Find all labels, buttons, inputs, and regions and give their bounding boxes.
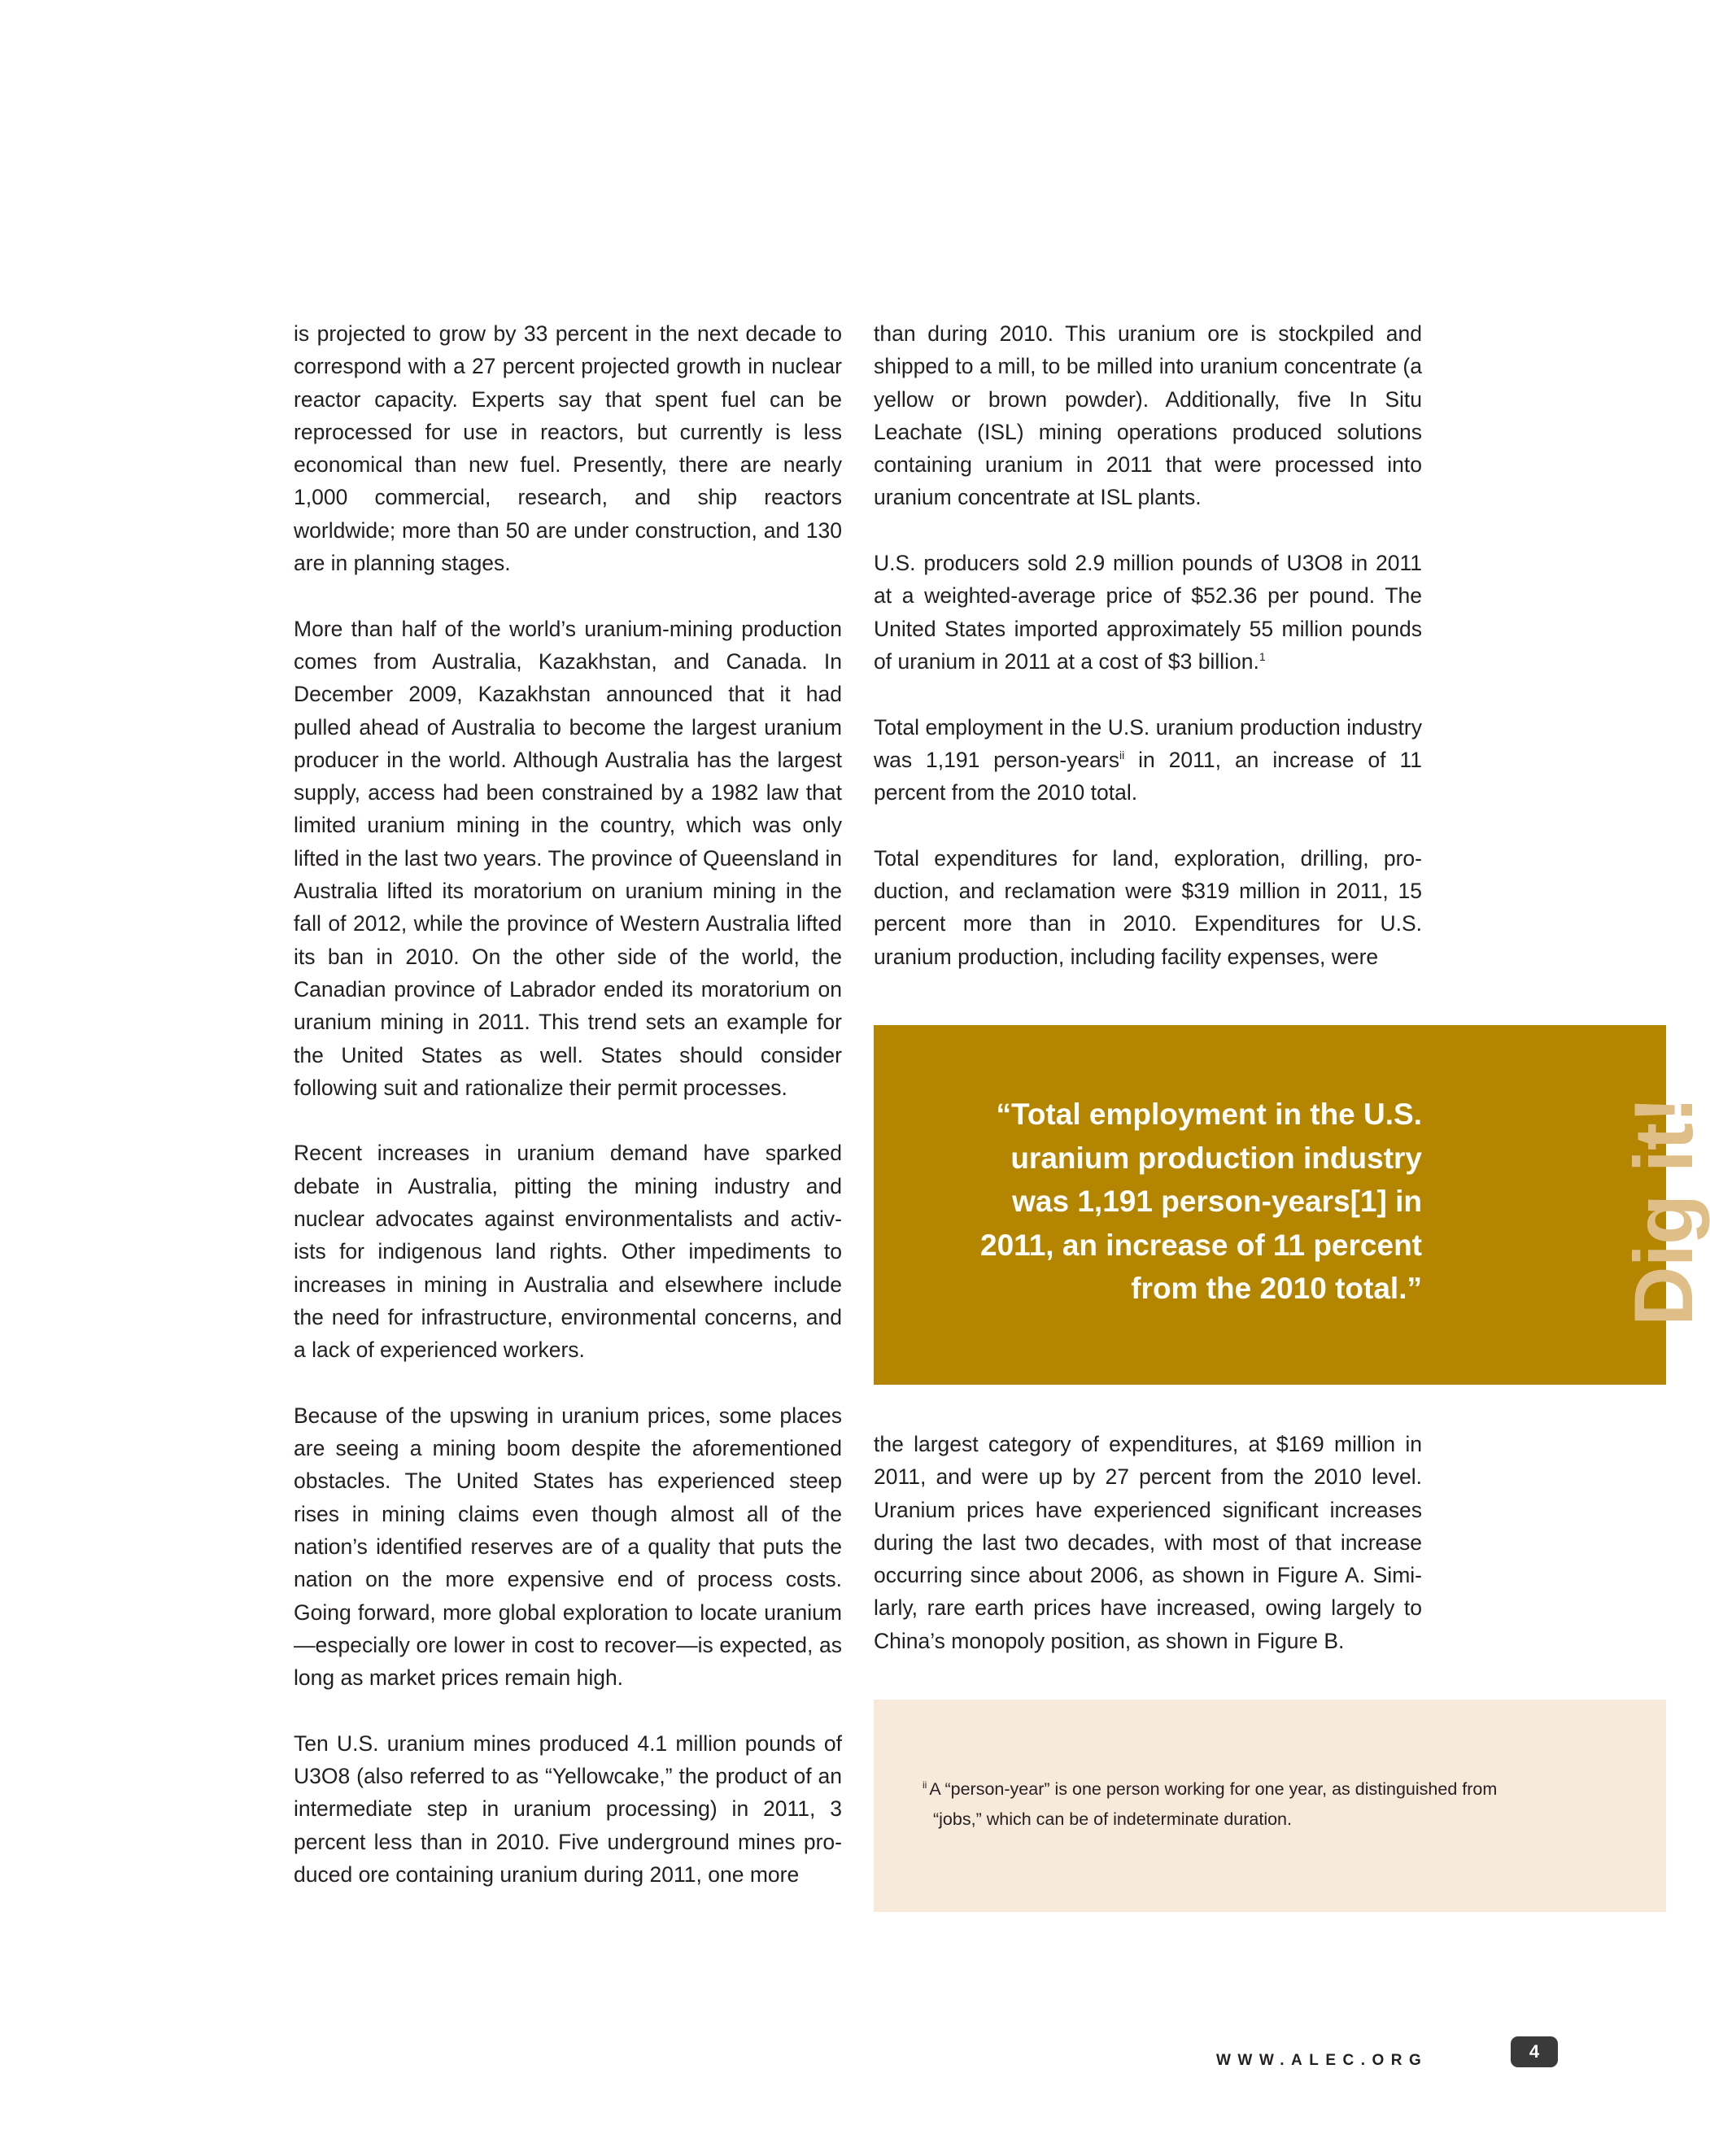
paragraph: Recent increases in uranium demand have sparked debate in Australia, pitting the mining industry and nuclear advocates against environmentalists and activists for indigenous land rights. Other impediments to increases in mining in Australia and elsewhere include the need for infrastructure, environmental concerns, and a lack of experienced workers. — [294, 1141, 842, 1363]
footnote-box — [874, 1700, 1666, 1912]
paragraph-text: in 2011, an increase of 11 percent from the 2010 total. — [874, 747, 1422, 805]
footnote-line: “jobs,” which can be of indeterminate duration. — [933, 1809, 1292, 1829]
pull-quote-box — [874, 1025, 1710, 1385]
paragraph: Because of the upswing in uranium prices, some places are seeing a mining boom despite the aforementioned obstacles. The United States has experienced steep rises in mining claims even though almost all of the nation’s identified reserves are of a quality that puts the nation on the more expensive end of process costs. Going forward, more global exploration to locate uranium—especially ore lower in cost to recover—is expected, as long as market prices remain high. — [294, 1403, 842, 1691]
right-text-column-bottom — [874, 1428, 1422, 1657]
paragraph: than during 2010. This uranium ore is stockpiled and shipped to a mill, to be milled into uranium concentrate (a yellow or brown powder). Additionally, five In Situ Leachate (ISL) mining operations produced solutions containing uranium in 2011 that were processed into uranium concentrate at ISL plants. — [874, 321, 1422, 510]
paragraph: Total expenditures for land, exploration, drilling, production, and reclamation were $319 million in 2011, 15 percent more than in 2010. Expenditures for U.S. uranium production, including facility expenses, were — [874, 845, 1422, 969]
dig-it-label: Dig it! — [1617, 1097, 1710, 1326]
paragraph: More than half of the world’s uranium-mining production comes from Australia, Kazakhstan, and Canada. In December 2009, Kazakhstan announced that it had pulled ahead of Australia to become the largest uranium producer in the world. Although Australia has the largest supply, access had been constrained by a 1982 law that limited uranium mining in the country, which was only lifted in the last two years. The province of Queensland in Australia lifted its moratorium on uranium mining in the fall of 2012, while the province of Western Australia lifted its ban in 2010. On the other side of the world, the Canadian province of Labrador ended its moratorium on uranium mining in 2011. This trend sets an example for the United States as well. States should consider following suit and rationalize their permit processes. — [294, 616, 842, 1100]
paragraph — [874, 711, 1422, 810]
paragraph — [874, 547, 1422, 678]
paragraph: is projected to grow by 33 percent in the next decade to correspond with a 27 percent projected growth in nuclear reactor capacity. Experts say that spent fuel can be reprocessed for use in reactors, but currently is less economical than new fuel. Presently, there are nearly 1,000 commercial, research, and ship reactors worldwide; more than 50 are under construction, and 130 are in planning stages. — [294, 321, 842, 576]
paragraph-text: Total employment in the U.S. uranium production industry was 1,191 person-years — [874, 714, 1422, 772]
paragraph-text: U.S. producers sold 2.9 million pounds of U3O8 in 2011 at a weighted-average price of $52.36 per pound. The United States imported approximately 55 million pounds of uranium in 2011 at a cost of $3 billion. — [874, 551, 1422, 674]
right-text-column-top — [874, 317, 1422, 973]
footnote-reference: ii — [1119, 748, 1125, 762]
site-url[interactable]: WWW.ALEC.ORG — [1216, 2052, 1429, 2069]
footnote-line: A “person-year” is one person working for one year, as distinguished from — [929, 1779, 1498, 1799]
paragraph: the largest category of expenditures, at $169 million in 2011, and were up by 27 percent from the 2010 level. Uranium prices have experienced significant increases during the last two decades, with most of that increase occurring since about 2006, as shown in Figure A. Similarly, rare earth prices have increased, owing largely to China’s monopoly position, as shown in Figure B. — [874, 1432, 1422, 1653]
footnote-text — [923, 1774, 1573, 1835]
page-number-badge: 4 — [1511, 2036, 1558, 2067]
paragraph: Ten U.S. uranium mines produced 4.1 million pounds of U3O8 (also referred to as “Yellowcake,” the product of an intermediate step in uranium processing) in 2011, 3 percent less than in 2010. Five underground mines produced ore containing uranium during 2011, one more — [294, 1730, 842, 1887]
left-text-column — [294, 317, 842, 1891]
pull-quote-text: “Total employment in the U.S. uranium production industry was 1,191 person-years[1] in 2011, an increase of 11 percent from the 2010 total.” — [980, 1098, 1422, 1305]
footnote-marker: ii — [923, 1778, 927, 1791]
footnote-reference: 1 — [1259, 650, 1266, 664]
